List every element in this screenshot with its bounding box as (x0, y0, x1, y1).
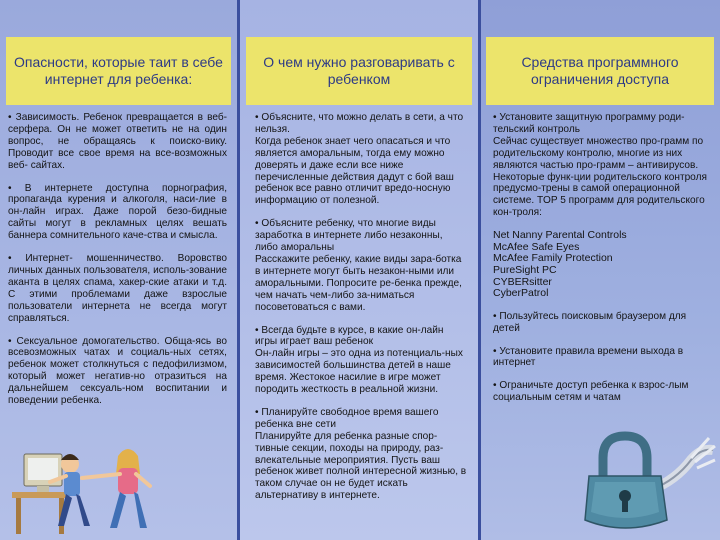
program-item: McAfee Safe Eyes (493, 240, 580, 253)
column-header-talk: О чем нужно разговаривать с ребенком (246, 37, 472, 105)
program-item: CyberPatrol (493, 287, 549, 300)
paragraph-earnings: • Объясните ребенку, что многие виды заработка в интернете либо незаконны, либо аморальны Расскажите ребенку, какие виды зара-ботка в интернете могут быть незакон-ными или аморальными. Попросите ре-бенка прежде, чем начать чем-либо за-ниматься посоветоваться с вами. (255, 218, 462, 313)
column-header-software: Средства программного ограничения доступа (486, 37, 714, 105)
column-body-talk (255, 112, 468, 513)
children-at-computer-illustration (10, 434, 180, 536)
column-talk (240, 0, 478, 540)
program-list (493, 230, 711, 300)
paragraph-addiction: • Зависимость. Ребенок превращается в веб-серфера. Он не может ответить не на один вопрос, не обращаясь к поиско-вику. Проводит все свое время на все-возможных веб- сайтах. (8, 112, 227, 171)
padlock-network-cable-illustration (581, 420, 716, 536)
paragraph-explain-rules: • Объясните, что можно делать в сети, а что нельзя. Когда ребенок знает чего опасаться и что является аморальным, тогда ему можно доверять и даже если все ниже перечисленные действия дадут с бой ваш ребенок все равно отличит вредо-носную информацию от полезной. (255, 112, 464, 207)
program-item: McAfee Family Protection (493, 252, 613, 265)
paragraph-restrict-access: • Ограничьте доступ ребенка к взрос-лым социальным сетям и чатам (493, 380, 689, 404)
paragraph-time-rules: • Установите правила времени выхода в интернет (493, 345, 684, 369)
paragraph-harmful-content: • В интернете доступна порнография, пропаганда курения и алкоголя, наси-лие в он-лайн играх. Даже порой безо-бидные сайты могут в рекламных целях вешать баннера сомнительного каче-ства и смысла. (8, 182, 227, 242)
paragraph-online-games: • Всегда будьте в курсе, в какие он-лайн игры играет ваш ребенок Он-лайн игры – это одна из потенциаль-ных зависимостей большинства детей в наше время. Жестокое насилие в игре может породить жесткость в реальной жизни. (255, 324, 463, 396)
program-item: PureSight PC (493, 263, 557, 276)
program-item: Net Nanny Parental Controls (493, 229, 627, 242)
paragraph-free-time: • Планируйте свободное время вашего ребенка вне сети Планируйте для ребенка разные спор-тивные секции, походы на природу, раз-влекательные мероприятия. Пусть ваш ребенок живет полной интересной жизнью, в таком случае он не будет искать альтернативу в интернете. (255, 406, 467, 502)
paragraph-kids-browser: • Пользуйтесь поисковым браузером для детей (493, 310, 687, 334)
column-header-dangers: Опасности, которые таит в себе интернет для ребенка: (6, 37, 231, 105)
paragraph-harassment: • Сексуальное домогательство. Обща-ясь во всевозможных чатах и социаль-ных сетях, ребенок может столкнуться с педофилизмом, который может негатив-но отразиться на дальнейшем сексуаль-ном воспитании и поведении ребенка. (8, 335, 227, 407)
paragraph-parental-control: • Установите защитную программу роди-тельский контроль Сейчас существует множество про-грамм по родительскому контролю, многие из них являются частью про-грамм – антивирусов. Некоторые функ-ции родительского контроля предусмо-трены в самой операционной системе. TOP 5 программ для родительского кон-троля: (493, 112, 707, 219)
column-body-software (493, 112, 711, 415)
column-software (481, 0, 720, 540)
paragraph-fraud: • Интернет- мошенничество. Воровство личных данных пользователя, исполь-зование аканта в целях спама, хакер-ские атаки и т.д. С этими проблемами даже взрослые пользователи интернета не всегда могут справляться. (8, 253, 227, 324)
column-dangers (0, 0, 237, 540)
column-body-dangers (8, 112, 227, 418)
program-item: CYBERsitter (493, 275, 552, 288)
